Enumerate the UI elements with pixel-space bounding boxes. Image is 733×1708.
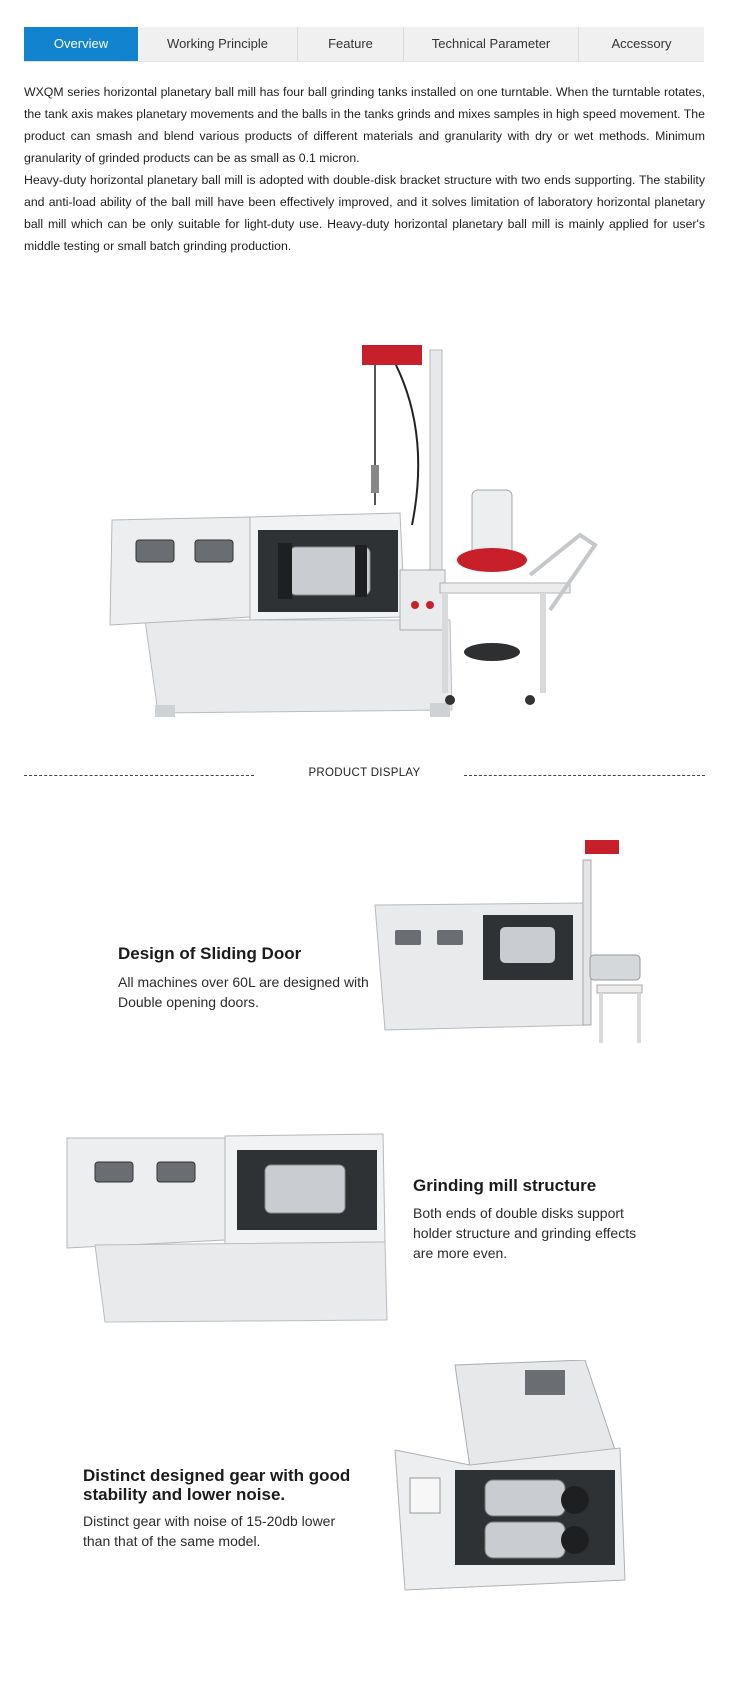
feature-3-image [385,1360,645,1600]
divider-line-right [464,775,705,776]
feature-2-desc-line-1: Both ends of double disks support [413,1205,624,1221]
hero-product-image [100,325,650,725]
description-paragraph-2: Heavy-duty horizontal planetary ball mill is adopted with double-disk bracket structure with two ends supporting. The stability and anti-load ability of the ball mill have been effectively improved, and it solves limitation of laboratory horizontal planetary ball mill which can be only suitable for light-duty use. Heavy-duty horizontal planetary ball mill is mainly applied for user's middle testing or small batch grinding production. [24,173,705,253]
feature-3-title-line-2: stability and lower noise. [83,1485,286,1504]
feature-2-desc-line-3: are more even. [413,1245,508,1261]
product-description [24,81,705,257]
tab-bar [24,27,704,62]
feature-1-desc-line-2: Double opening doors. [118,994,259,1010]
feature-3-desc-line-1: Distinct gear with noise of 15-20db lower [83,1513,336,1529]
feature-2-title: Grinding mill structure [413,1176,597,1195]
tab-working-principle[interactable]: Working Principle [138,27,298,61]
product-display-divider [24,765,705,785]
tab-technical-parameter[interactable]: Technical Parameter [404,27,579,61]
feature-3-desc-line-2: than that of the same model. [83,1533,261,1549]
feature-2-image [65,1130,395,1325]
tab-accessory[interactable]: Accessory [611,36,672,51]
divider-label: PRODUCT DISPLAY [308,767,421,779]
feature-3-title-line-1: Distinct designed gear with good [83,1466,351,1485]
feature-1-title: Design of Sliding Door [118,944,302,963]
feature-2-desc-line-2: holder structure and grinding effects [413,1225,637,1241]
description-paragraph-1: WXQM series horizontal planetary ball mill has four ball grinding tanks installed on one turntable. When the turntable rotates, the tank axis makes planetary movements and the balls in the tanks grinds and mixes samples in high speed movement. The product can smash and blend various products of different materials and granularity with dry or wet methods. Minimum granularity of grinded products can be as small as 0.1 micron. [24,85,705,165]
feature-1-image [365,835,665,1055]
feature-1-desc-line-1: All machines over 60L are designed with [118,974,369,990]
tab-feature[interactable]: Feature [298,27,404,61]
tab-overview[interactable]: Overview [24,27,138,61]
